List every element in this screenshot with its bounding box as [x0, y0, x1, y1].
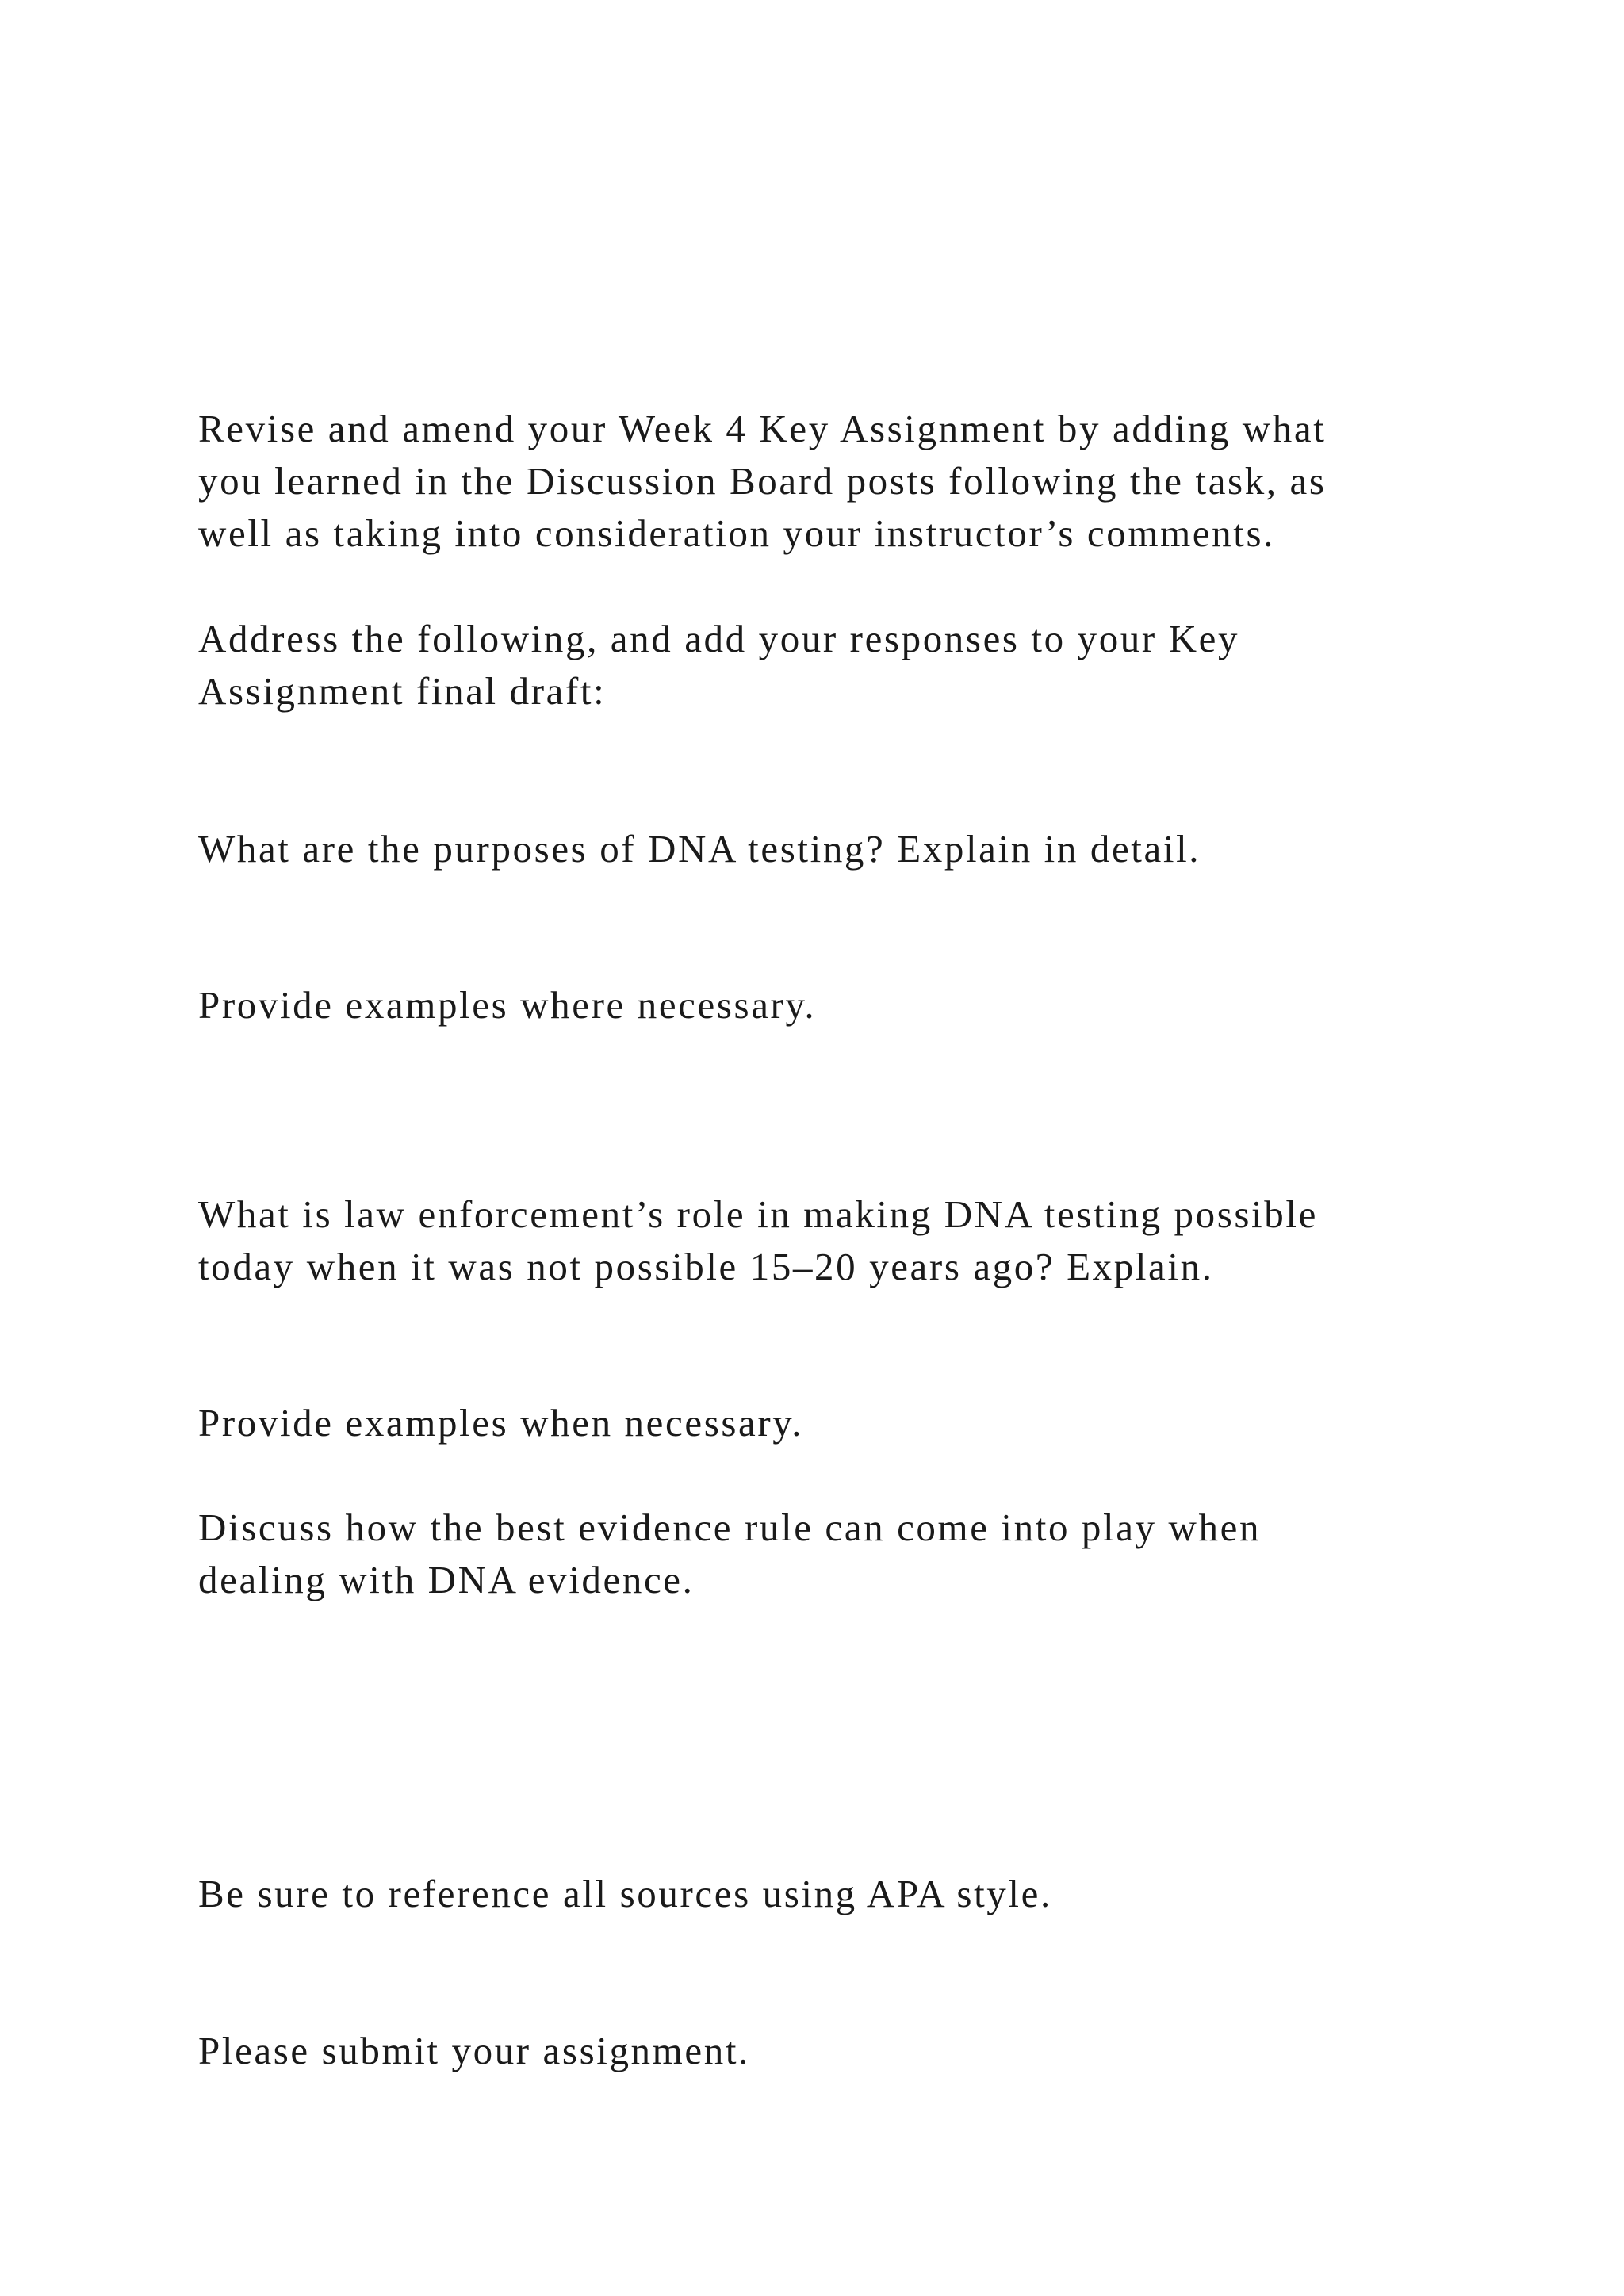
paragraph-provide-examples-1: Provide examples where necessary. [198, 983, 817, 1027]
paragraph-submit-assignment: Please submit your assignment. [198, 2029, 750, 2072]
paragraph-best-evidence-rule: Discuss how the best evidence rule can come into play when dealing with DNA evidence. [198, 1506, 1262, 1601]
paragraph-revise-instructions: Revise and amend your Week 4 Key Assignment by adding what you learned in the Discussion Board posts following the task, as well as taking into consideration your instructor’s comments. [198, 407, 1327, 555]
paragraph-law-enforcement-question: What is law enforcement’s role in making DNA testing possible today when it was not possible 15–20 years ago? Explain. [198, 1192, 1318, 1288]
paragraph-apa-reference: Be sure to reference all sources using APA style. [198, 1872, 1052, 1915]
paragraph-address-following: Address the following, and add your responses to your Key Assignment final draft: [198, 617, 1240, 713]
paragraph-provide-examples-2: Provide examples when necessary. [198, 1401, 804, 1445]
paragraph-dna-purposes-question: What are the purposes of DNA testing? Explain in detail. [198, 827, 1201, 871]
